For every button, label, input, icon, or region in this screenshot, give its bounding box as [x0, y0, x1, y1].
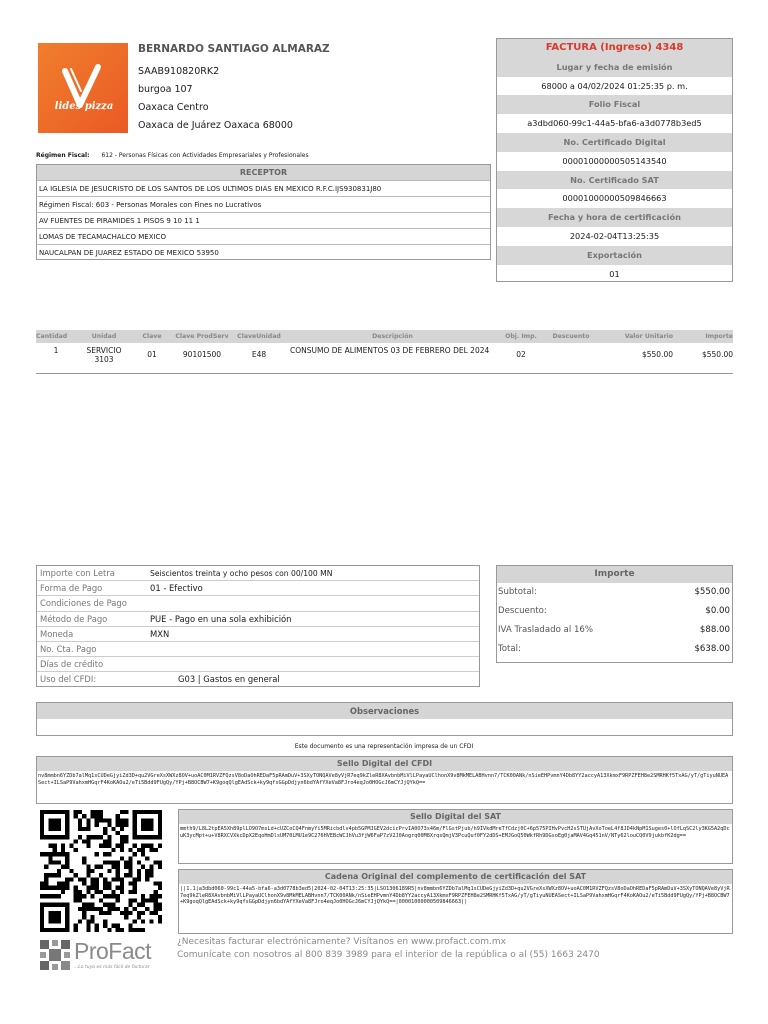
- export-value: 01: [609, 268, 620, 279]
- cadena-original-box: [178, 869, 733, 934]
- iva-row: [497, 621, 732, 640]
- col-objimp: Obj. Imp.: [499, 330, 543, 343]
- observaciones-box: [36, 702, 733, 736]
- total-label: Total:: [498, 644, 521, 654]
- sello-sat-value: mmth9/L8L2tpEA5Xh89plLO9O7msLd+cUZCoCQ4FnmyYi5MRicbdlv4pb5GPMJGEV2dcicPrvIA0O73s46m/FlGstPjub/h9IVkdMreTfCdzj0C+6p575PIHvPvcH2sSTUjAvXoToeL4f8JD4kNpM1Suges0+lOfLqSC2ly3KG5A2qDcuK3ycMpt+u+V8RXCVXkcDpX2EqoHmDlsUM70LMU1e9C276HVEBcWCJhVu3fjW6FaP7zV2J0Aogrq00M8XrqsQmjV3PcuQuf0FY2dDS+EMJGoQ50WkfRh9DGsoEg0jaMAV4Gq451nV/NTy62louCQ0V9jukbfK2dg==: [180, 826, 730, 839]
- invoice-header-box: [496, 38, 733, 282]
- totals-header: Importe: [497, 566, 732, 583]
- cell-descuento: [543, 343, 599, 373]
- moneda-label: Moneda: [40, 628, 74, 639]
- concepts-table: [36, 330, 733, 374]
- folio-label: Folio Fiscal: [497, 95, 732, 114]
- regimen-value: 612 - Personas Físicas con Actividades Empresariales y Profesionales: [101, 152, 309, 159]
- promo-line-1: ¿Necesitas facturar electrónicamente? Visítanos en www.profact.com.mx: [177, 937, 506, 947]
- descuento-value: $0.00: [705, 606, 730, 616]
- importe-letra-label: Importe con Letra: [40, 568, 115, 578]
- receptor-header: RECEPTOR: [37, 165, 490, 180]
- receptor-line: Régimen Fiscal: 603 - Personas Morales con Fines no Lucrativos: [37, 196, 490, 212]
- cell-importe: $550.00: [679, 343, 733, 373]
- uso-cfdi-label: Uso del CFDI:: [40, 674, 97, 685]
- sello-cfdi-value: nv8mmbn6YZDb7alMq1sCUDeGjyiZd3D+qu2VGreXsXWXz8OV+uoAC0M1RVZFQzsV8oDaOhREDaF5pRAmDuV+3SXyTONQAVe8yVjR7eq9kZleR8XAvbnbMiVlLPayaUClhonX9v8MkMELABHvnn7/TCK00ANk/nSieEHPvmnY4Db8YY2accyA13XkmxF9RPZFEH8e2SMRHKf5TxAG/yT/gTiyuNUEASect+ILSaP9VahxmHGqrF4KoKAOu2/eTi5Bdd9FUgQy/YPj+B8OCBW7+K9goqQlgEAdSck+ky9qfsGGpDdjyn6bdYAfYXeVa8FJro4eqJo0HOGcJ6mCYJjQYkQ==: [38, 773, 729, 786]
- cell-descripcion: CONSUMO DE ALIMENTOS 03 DE FEBRERO DEL 2024: [286, 343, 499, 373]
- subtotal-label: Subtotal:: [498, 587, 537, 597]
- export-label: Exportación: [497, 246, 732, 265]
- moneda-row: [37, 627, 479, 642]
- profact-grid-icon: [40, 940, 70, 970]
- metodo-pago-value: PUE - Pago en una sola exhibición: [150, 613, 292, 624]
- observaciones-header: Observaciones: [37, 703, 732, 719]
- descuento-label: Descuento:: [498, 606, 547, 616]
- cell-objimp: 02: [499, 343, 543, 373]
- forma-pago-row: [37, 581, 479, 596]
- metodo-pago-row: [37, 612, 479, 627]
- condiciones-label: Condiciones de Pago: [40, 598, 127, 609]
- cadena-value: ||1.1|a3dbd060-99c1-44a5-bfa6-a3d0778b3ed5|2024-02-04T13:25:35|LSO1306189R5|nv8mmbn6YZDb7alMq1sCUDeGjyiZd3D+qu2VGreXsXWXz8OV+uoAC0M1RVZFQzsV8oDaOhREDaF5pRAmDuV+3SXyTONQAVe8yVjR7eq9kZleR8XAvbnbMiVlLPayaUClhonX9v8MkMELABHvnn7/TCK00ANk/nSieEHPvmnY4Db8YY2accyA13XkmxF9RPZFEH8e2SMRHKf5TxAG/yT/gTiyuNUEASect+ILSaP9VahxmHGqrF4KoKAOu2/eTi5Bdd9FUgQy/YPj+B8OCBW7+K9goqQlgEAdSck+ky9qfsGGpDdjyn6bdYAfYXeVa8FJro4eqJo0HOGcJ6mCYJjQYkQ==|00001000000509846663||: [180, 886, 730, 906]
- iva-value: $88.00: [699, 625, 730, 635]
- fecha-cert-label: Fecha y hora de certificación: [497, 208, 732, 227]
- cell-unidad: SERVICIO 3103: [76, 343, 132, 373]
- cell-prodserv: 90101500: [172, 343, 232, 373]
- moneda-value: MXN: [150, 628, 170, 639]
- lugar-value: 68000 a 04/02/2024 01:25:35 p. m.: [541, 80, 688, 91]
- total-row: [497, 640, 732, 659]
- cuenta-row: [37, 642, 479, 657]
- sello-sat-box: [178, 809, 733, 864]
- cell-claveunidad: E48: [232, 343, 286, 373]
- dias-credito-row: [37, 657, 479, 672]
- descuento-row: [497, 602, 732, 621]
- company-logo: [38, 43, 128, 133]
- cert-label: No. Certificado Digital: [497, 133, 732, 152]
- col-cantidad: Cantidad: [36, 330, 76, 343]
- sello-cfdi-box: [36, 756, 733, 804]
- profact-brand: [40, 938, 170, 974]
- cert-value: 00001000000505143540: [562, 155, 667, 166]
- receptor-line: LA IGLESIA DE JESUCRISTO DE LOS SANTOS DE LOS ULTIMOS DIAS EN MEXICO R.F.C.IJS930831J80: [37, 180, 490, 196]
- lugar-label: Lugar y fecha de emisión: [497, 58, 732, 77]
- receptor-box: [36, 164, 491, 260]
- folio-value: a3dbd060-99c1-44a5-bfa6-a3d0778b3ed5: [527, 118, 702, 129]
- issuer-city: Oaxaca de Juárez Oaxaca 68000: [138, 120, 293, 131]
- cadena-header: Cadena Original del complemento de certificación del SAT: [179, 870, 732, 884]
- importe-letra-value: Seiscientos treinta y ocho pesos con 00/100 MN: [150, 569, 333, 578]
- forma-pago-label: Forma de Pago: [40, 583, 103, 594]
- iva-label: IVA Trasladado al 16%: [498, 625, 594, 635]
- profact-name: ProFact: [74, 938, 152, 964]
- qr-code: [40, 810, 162, 932]
- col-unidad: Unidad: [76, 330, 132, 343]
- col-prodserv: Clave ProdServ: [172, 330, 232, 343]
- disclaimer: Este documento es una representación impresa de un CFDI: [294, 743, 474, 750]
- importe-letra-row: [37, 566, 479, 581]
- profact-tagline: ...Lo tuyo es más fácil de facturar: [74, 965, 150, 970]
- receptor-line: AV FUENTES DE PIRAMIDES 1 PISOS 9 10 11 1: [37, 212, 490, 228]
- issuer-name: BERNARDO SANTIAGO ALMARAZ: [138, 43, 330, 55]
- promo-line-2: Comunícate con nosotros al 800 839 3989 para el interior de la república o al (55) 1663 2470: [177, 950, 600, 960]
- col-descripcion: Descripción: [286, 330, 499, 343]
- col-clave: Clave: [132, 330, 172, 343]
- subtotal-value: $550.00: [694, 587, 730, 597]
- regimen-label: Régimen Fiscal:: [36, 152, 90, 159]
- forma-pago-value: 01 - Efectivo: [150, 583, 203, 594]
- issuer-regimen: [36, 152, 309, 159]
- payment-info-box: [36, 565, 480, 687]
- fecha-cert-value: 2024-02-04T13:25:35: [569, 230, 660, 241]
- total-value: $638.00: [694, 644, 730, 654]
- receptor-line: LOMAS DE TECAMACHALCO MEXICO: [37, 228, 490, 244]
- cert-sat-label: No. Certificado SAT: [497, 171, 732, 190]
- col-descuento: Descuento: [543, 330, 599, 343]
- col-valor: Valor Unitario: [599, 330, 679, 343]
- condiciones-row: [37, 596, 479, 611]
- issuer-street: burgoa 107: [138, 84, 193, 95]
- col-importe: Importe: [679, 330, 733, 343]
- receptor-line: NAUCALPAN DE JUAREZ ESTADO DE MEXICO 53950: [37, 244, 490, 260]
- cert-sat-value: 00001000000509846663: [562, 193, 667, 204]
- table-row: [36, 343, 733, 373]
- invoice-title: FACTURA (Ingreso) 4348: [497, 39, 732, 58]
- uso-cfdi-row: [37, 672, 479, 687]
- subtotal-row: [497, 583, 732, 602]
- logo-text: lides pizza: [54, 101, 114, 112]
- cell-valor: $550.00: [599, 343, 679, 373]
- dias-credito-label: Días de crédito: [40, 659, 104, 670]
- uso-cfdi-value: G03 | Gastos en general: [178, 674, 280, 685]
- cuenta-label: No. Cta. Pago: [40, 643, 97, 654]
- metodo-pago-label: Método de Pago: [40, 613, 108, 624]
- issuer-colonia: Oaxaca Centro: [138, 102, 209, 113]
- issuer-rfc: SAAB910820RK2: [138, 66, 220, 77]
- cell-clave: 01: [132, 343, 172, 373]
- cell-cantidad: 1: [36, 343, 76, 373]
- totals-box: [496, 565, 733, 663]
- sello-sat-header: Sello Digital del SAT: [179, 810, 732, 824]
- sello-cfdi-header: Sello Digital del CFDI: [37, 757, 732, 771]
- col-claveunidad: ClaveUnidad: [232, 330, 286, 343]
- concepts-header-row: [36, 330, 733, 343]
